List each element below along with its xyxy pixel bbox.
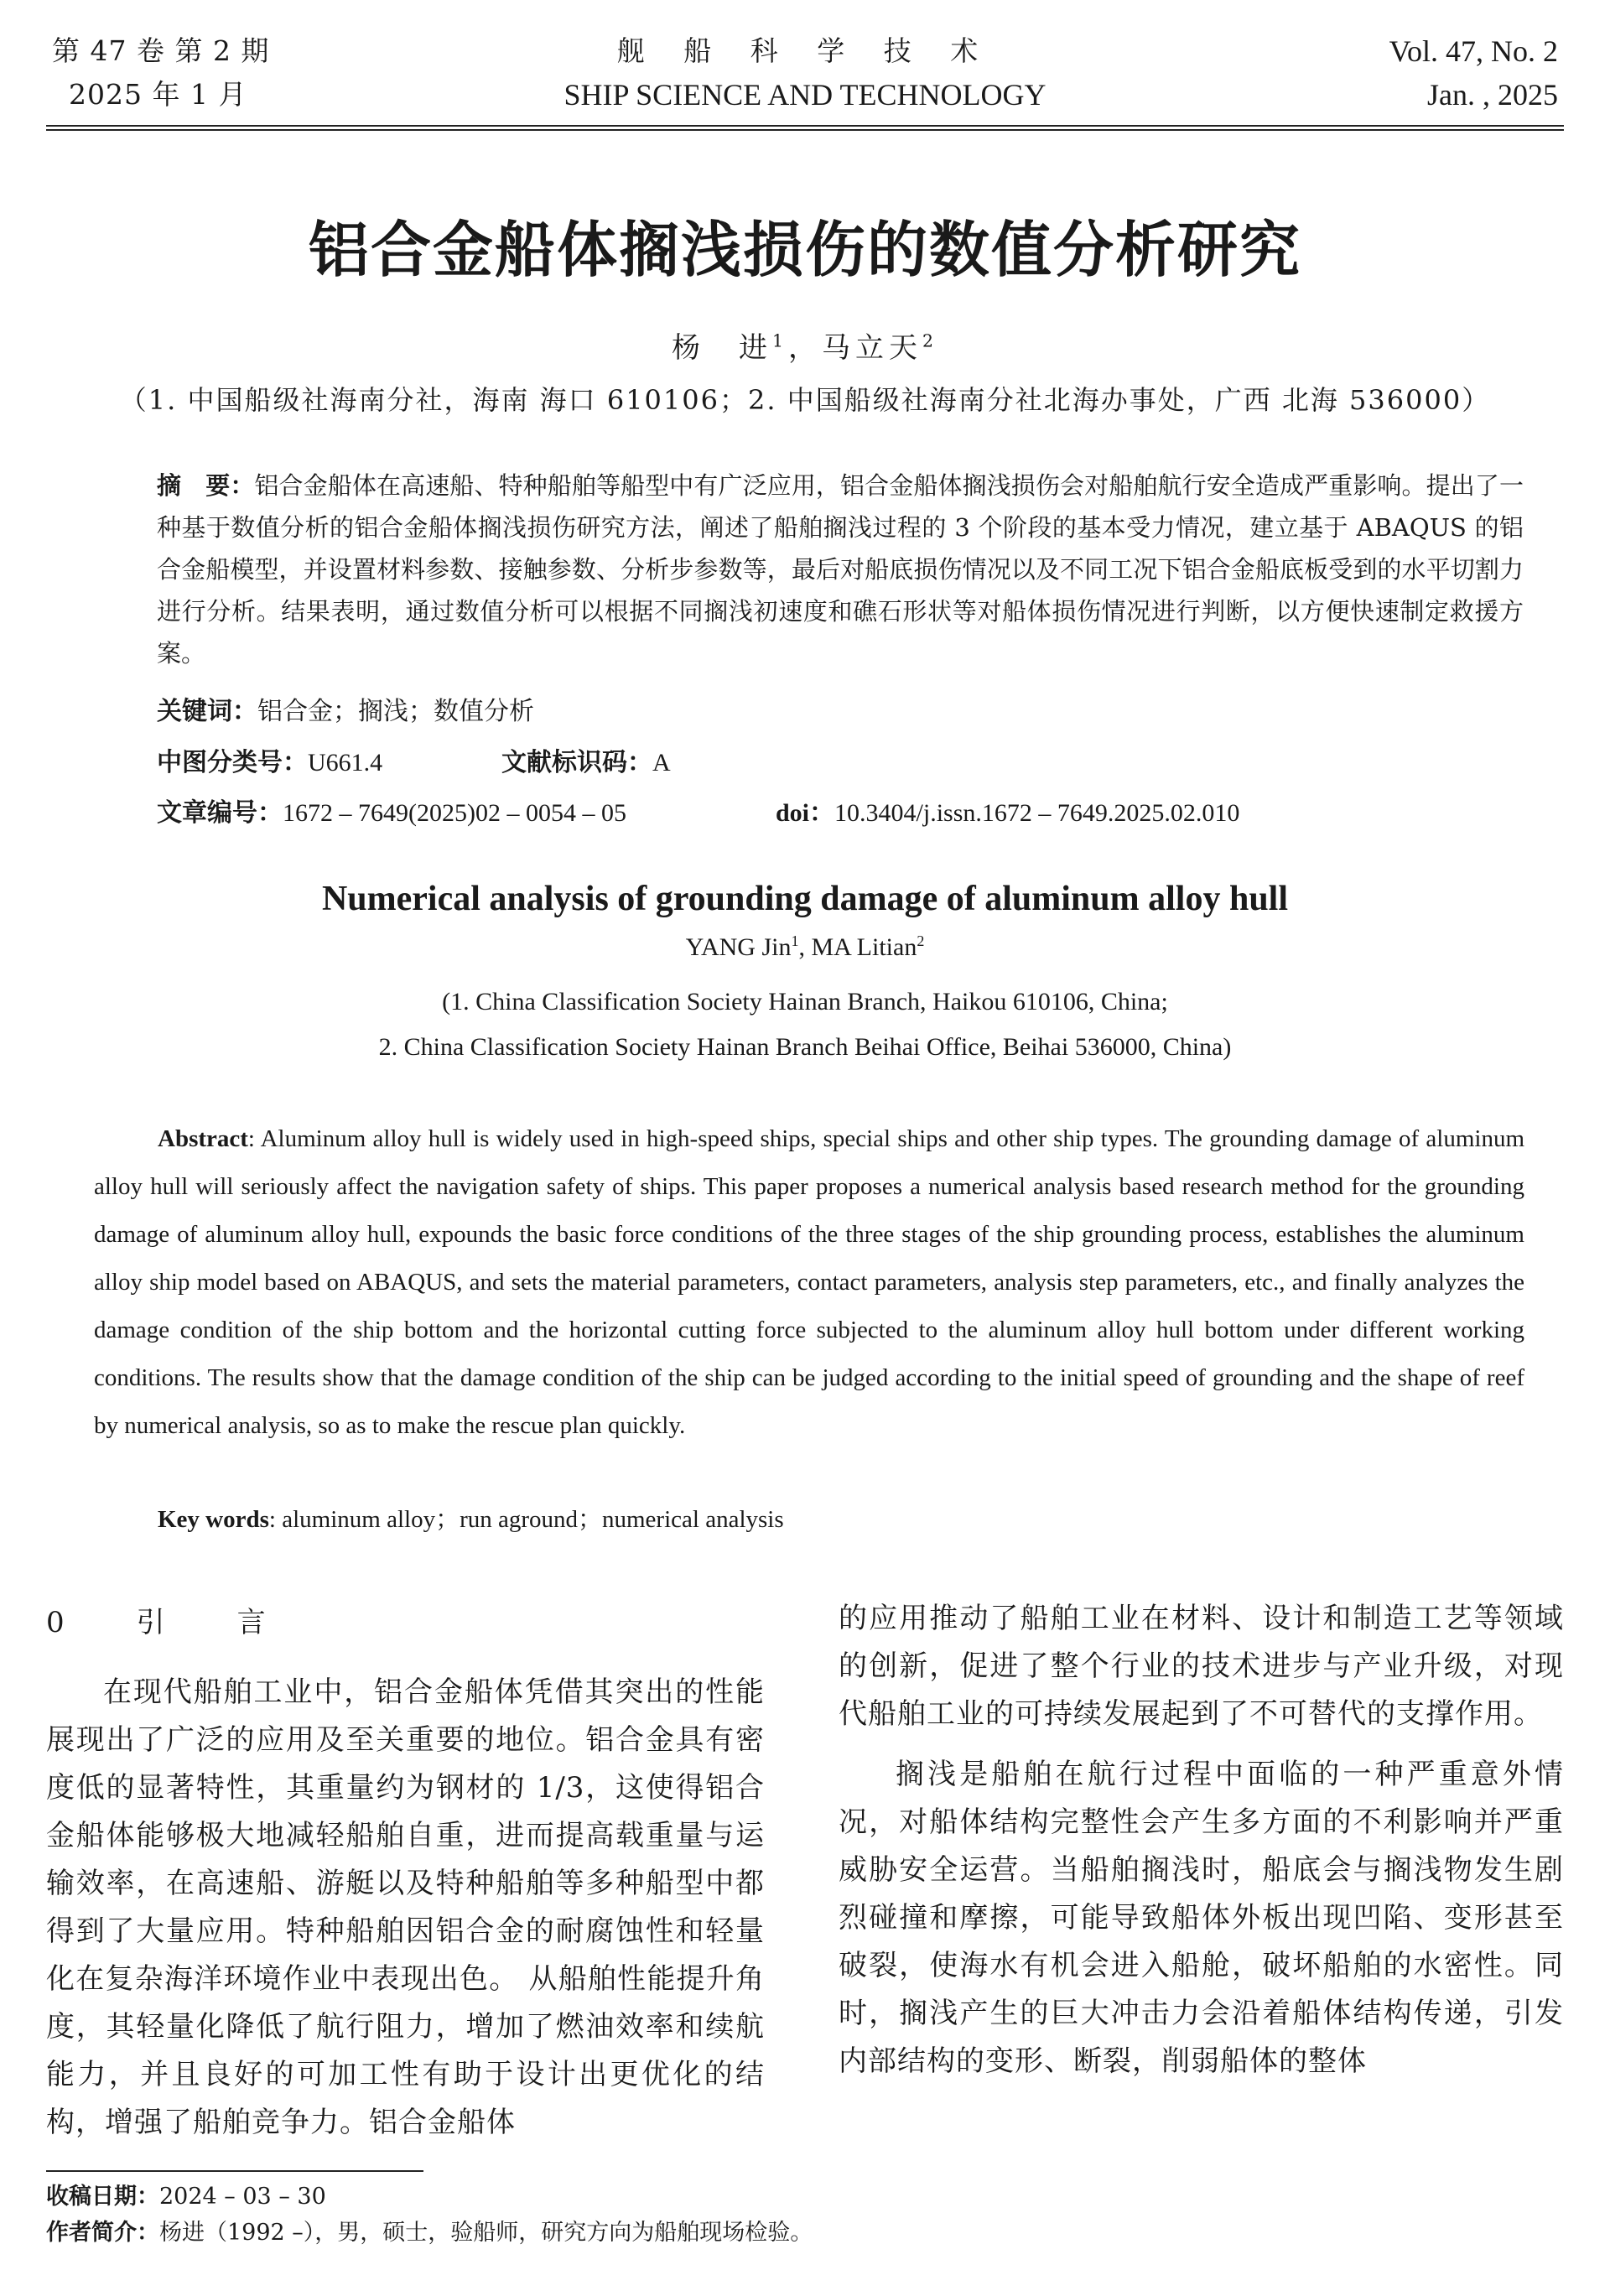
keywords-cn-text: 铝合金；搁浅；数值分析	[257, 697, 534, 726]
abstract-en-text: : Aluminum alloy hull is widely used in high-speed ships, special ships and other ship types. The grounding damage of aluminum alloy hull will seriously affect the navigation safety of ships. This paper proposes a numerical analysis based research method for the grounding damage of aluminum alloy hull, expounds the basic force conditions of the three stages of the ship grounding process, establishes the aluminum alloy ship model based on ABAQUS, and sets the material parameters, contact parameters, analysis step parameters, etc., and finally analyzes the damage condition of the ship bottom and the horizontal cutting force subjected to the aluminum alloy hull bottom under different working conditions. The results show that the damage condition of the ship can be judged according to the initial speed of grounding and the shape of reef by numerical analysis, so as to make the rescue plan quickly.	[94, 1125, 1524, 1439]
doi	[776, 792, 1239, 834]
volume-issue-en: Vol. 47, No. 2	[1389, 34, 1558, 68]
author-2-en: MA Litian	[811, 933, 917, 961]
paper-title-en: Numerical analysis of grounding damage of aluminum alloy hull	[321, 880, 1289, 918]
abstract-cn-text: 铝合金船体在高速船、特种船舶等船型中有广泛应用，铝合金船体搁浅损伤会对船舶航行安全造成严重影响。提出了一种基于数值分析的铝合金船体搁浅损伤研究方法，阐述了船舶搁浅过程的 3 个阶段的基本受力情况，建立基于 ABAQUS 的铝合金船模型，并设置材料参数、接触参数、分析步参数等，最后对船底损伤情况以及不同工况下铝合金船底板受到的水平切割力进行分析。结果表明，通过数值分析可以根据不同搁浅初速度和礁石形状等对船体损伤情况进行判断，以方便快速制定救援方案。	[157, 471, 1524, 668]
received-value: 2024 – 03 – 30	[159, 2184, 326, 2210]
author-2-en-affil-mark: 2	[917, 932, 925, 949]
keywords-en	[158, 1499, 784, 1540]
keywords-en-label: Key words	[158, 1506, 269, 1533]
authors-en	[0, 927, 1610, 969]
authors-cn	[0, 327, 1610, 369]
document-code	[501, 742, 671, 784]
doc-code-value: A	[652, 749, 671, 777]
abstract-en	[94, 1115, 1524, 1450]
journal-name-en: SHIP SCIENCE AND TECHNOLOGY	[564, 78, 1046, 112]
doi-label: doi：	[776, 799, 835, 827]
header-rule	[46, 125, 1564, 127]
affiliation-cn: （1. 中国船级社海南分社，海南 海口 610106；2. 中国船级社海南分社北海办事处，广西 北海 536000）	[119, 384, 1491, 416]
author-2: 马立天	[822, 331, 922, 365]
author-bio-text: 杨进（1992 –），男，硕士，验船师，研究方向为船舶现场检验。	[159, 2220, 813, 2246]
date-en: Jan. , 2025	[1427, 78, 1558, 112]
body-paragraph: 在现代船舶工业中，铝合金船体凭借其突出的性能展现出了广泛的应用及至关重要的地位。铝合金具有密度低的显著特性，其重量约为钢材的 1/3，这使得铝合金船体能够极大地减轻船舶自重，进而提高载重量与运输效率，在高速船、游艇以及特种船舶等多种船型中都得到了大量应用。特种船舶因铝合金的耐腐蚀性和轻量化在复杂海洋环境作业中表现出色。 从船舶性能提升角度，其轻量化降低了航行阻力，增加了燃油效率和续航能力，并且良好的可加工性有助于设计出更优化的结构，增强了船舶竞争力。铝合金船体	[46, 1675, 765, 2139]
author-1: 杨 进	[672, 331, 773, 365]
date-cn: 2025 年 1 月	[69, 78, 247, 111]
author-1-affil-mark: 1	[772, 330, 788, 351]
volume-issue-cn: 第 47 卷 第 2 期	[52, 34, 270, 67]
keywords-cn-label: 关键词：	[157, 697, 257, 726]
author-2-affil-mark: 2	[922, 330, 938, 351]
section-heading-introduction: 0 引 言	[46, 1606, 288, 1639]
journal-name-cn: 舰 船 科 学 技 术	[616, 34, 994, 67]
received-date	[46, 2180, 326, 2214]
author-bio-label: 作者简介：	[46, 2220, 159, 2246]
left-column	[46, 1669, 765, 2147]
received-label: 收稿日期：	[46, 2184, 159, 2210]
author-1-en: YANG Jin	[685, 933, 792, 961]
doc-code-label: 文献标识码：	[501, 748, 652, 777]
abstract-en-label: Abstract	[158, 1125, 248, 1152]
footnote-rule	[46, 2170, 423, 2172]
body-paragraph: 搁浅是船舶在航行过程中面临的一种严重意外情况，对船体结构完整性会产生多方面的不利影响并严重威胁安全运营。当船舶搁浅时，船底会与搁浅物发生剧烈碰撞和摩擦，可能导致船体外板出现凹陷、变形甚至破裂，使海水有机会进入船舱，破坏船舶的水密性。同时，搁浅产生的巨大冲击力会沿着船体结构传递，引发内部结构的变形、断裂，削弱船体的整体	[839, 1758, 1564, 2078]
author-1-en-affil-mark: 1	[791, 932, 799, 949]
clc-label: 中图分类号：	[157, 748, 308, 777]
clc-value: U661.4	[308, 749, 383, 777]
article-number	[157, 792, 626, 834]
keywords-en-text: : aluminum alloy；run aground；numerical analysis	[268, 1506, 784, 1533]
article-no-label: 文章编号：	[157, 798, 283, 828]
doi-value[interactable]: 10.3404/j.issn.1672 – 7649.2025.02.010	[834, 799, 1240, 827]
abstract-cn-label: 摘 要：	[157, 471, 255, 500]
clc-number	[157, 742, 382, 784]
header-rule-thin	[46, 129, 1564, 131]
author-en-separator: ,	[798, 933, 812, 961]
article-no-value: 1672 – 7649(2025)02 – 0054 – 05	[283, 799, 626, 827]
affiliation-en-line2: 2. China Classification Society Hainan Branch Beihai Office, Beihai 536000, China)	[378, 1033, 1232, 1061]
author-bio	[46, 2216, 813, 2250]
right-column	[839, 1595, 1564, 2086]
affiliation-en-line1: (1. China Classification Society Hainan Branch, Haikou 610106, China;	[442, 988, 1168, 1016]
paper-title-cn: 铝合金船体搁浅损伤的数值分析研究	[308, 215, 1301, 285]
keywords-cn	[157, 691, 534, 733]
abstract-cn	[157, 465, 1524, 674]
body-paragraph-continued: 的应用推动了船舶工业在材料、设计和制造工艺等领域的创新，促进了整个行业的技术进步与产业升级，对现代船舶工业的可持续发展起到了不可替代的支撑作用。	[839, 1602, 1564, 1731]
author-separator: ，	[788, 331, 822, 365]
